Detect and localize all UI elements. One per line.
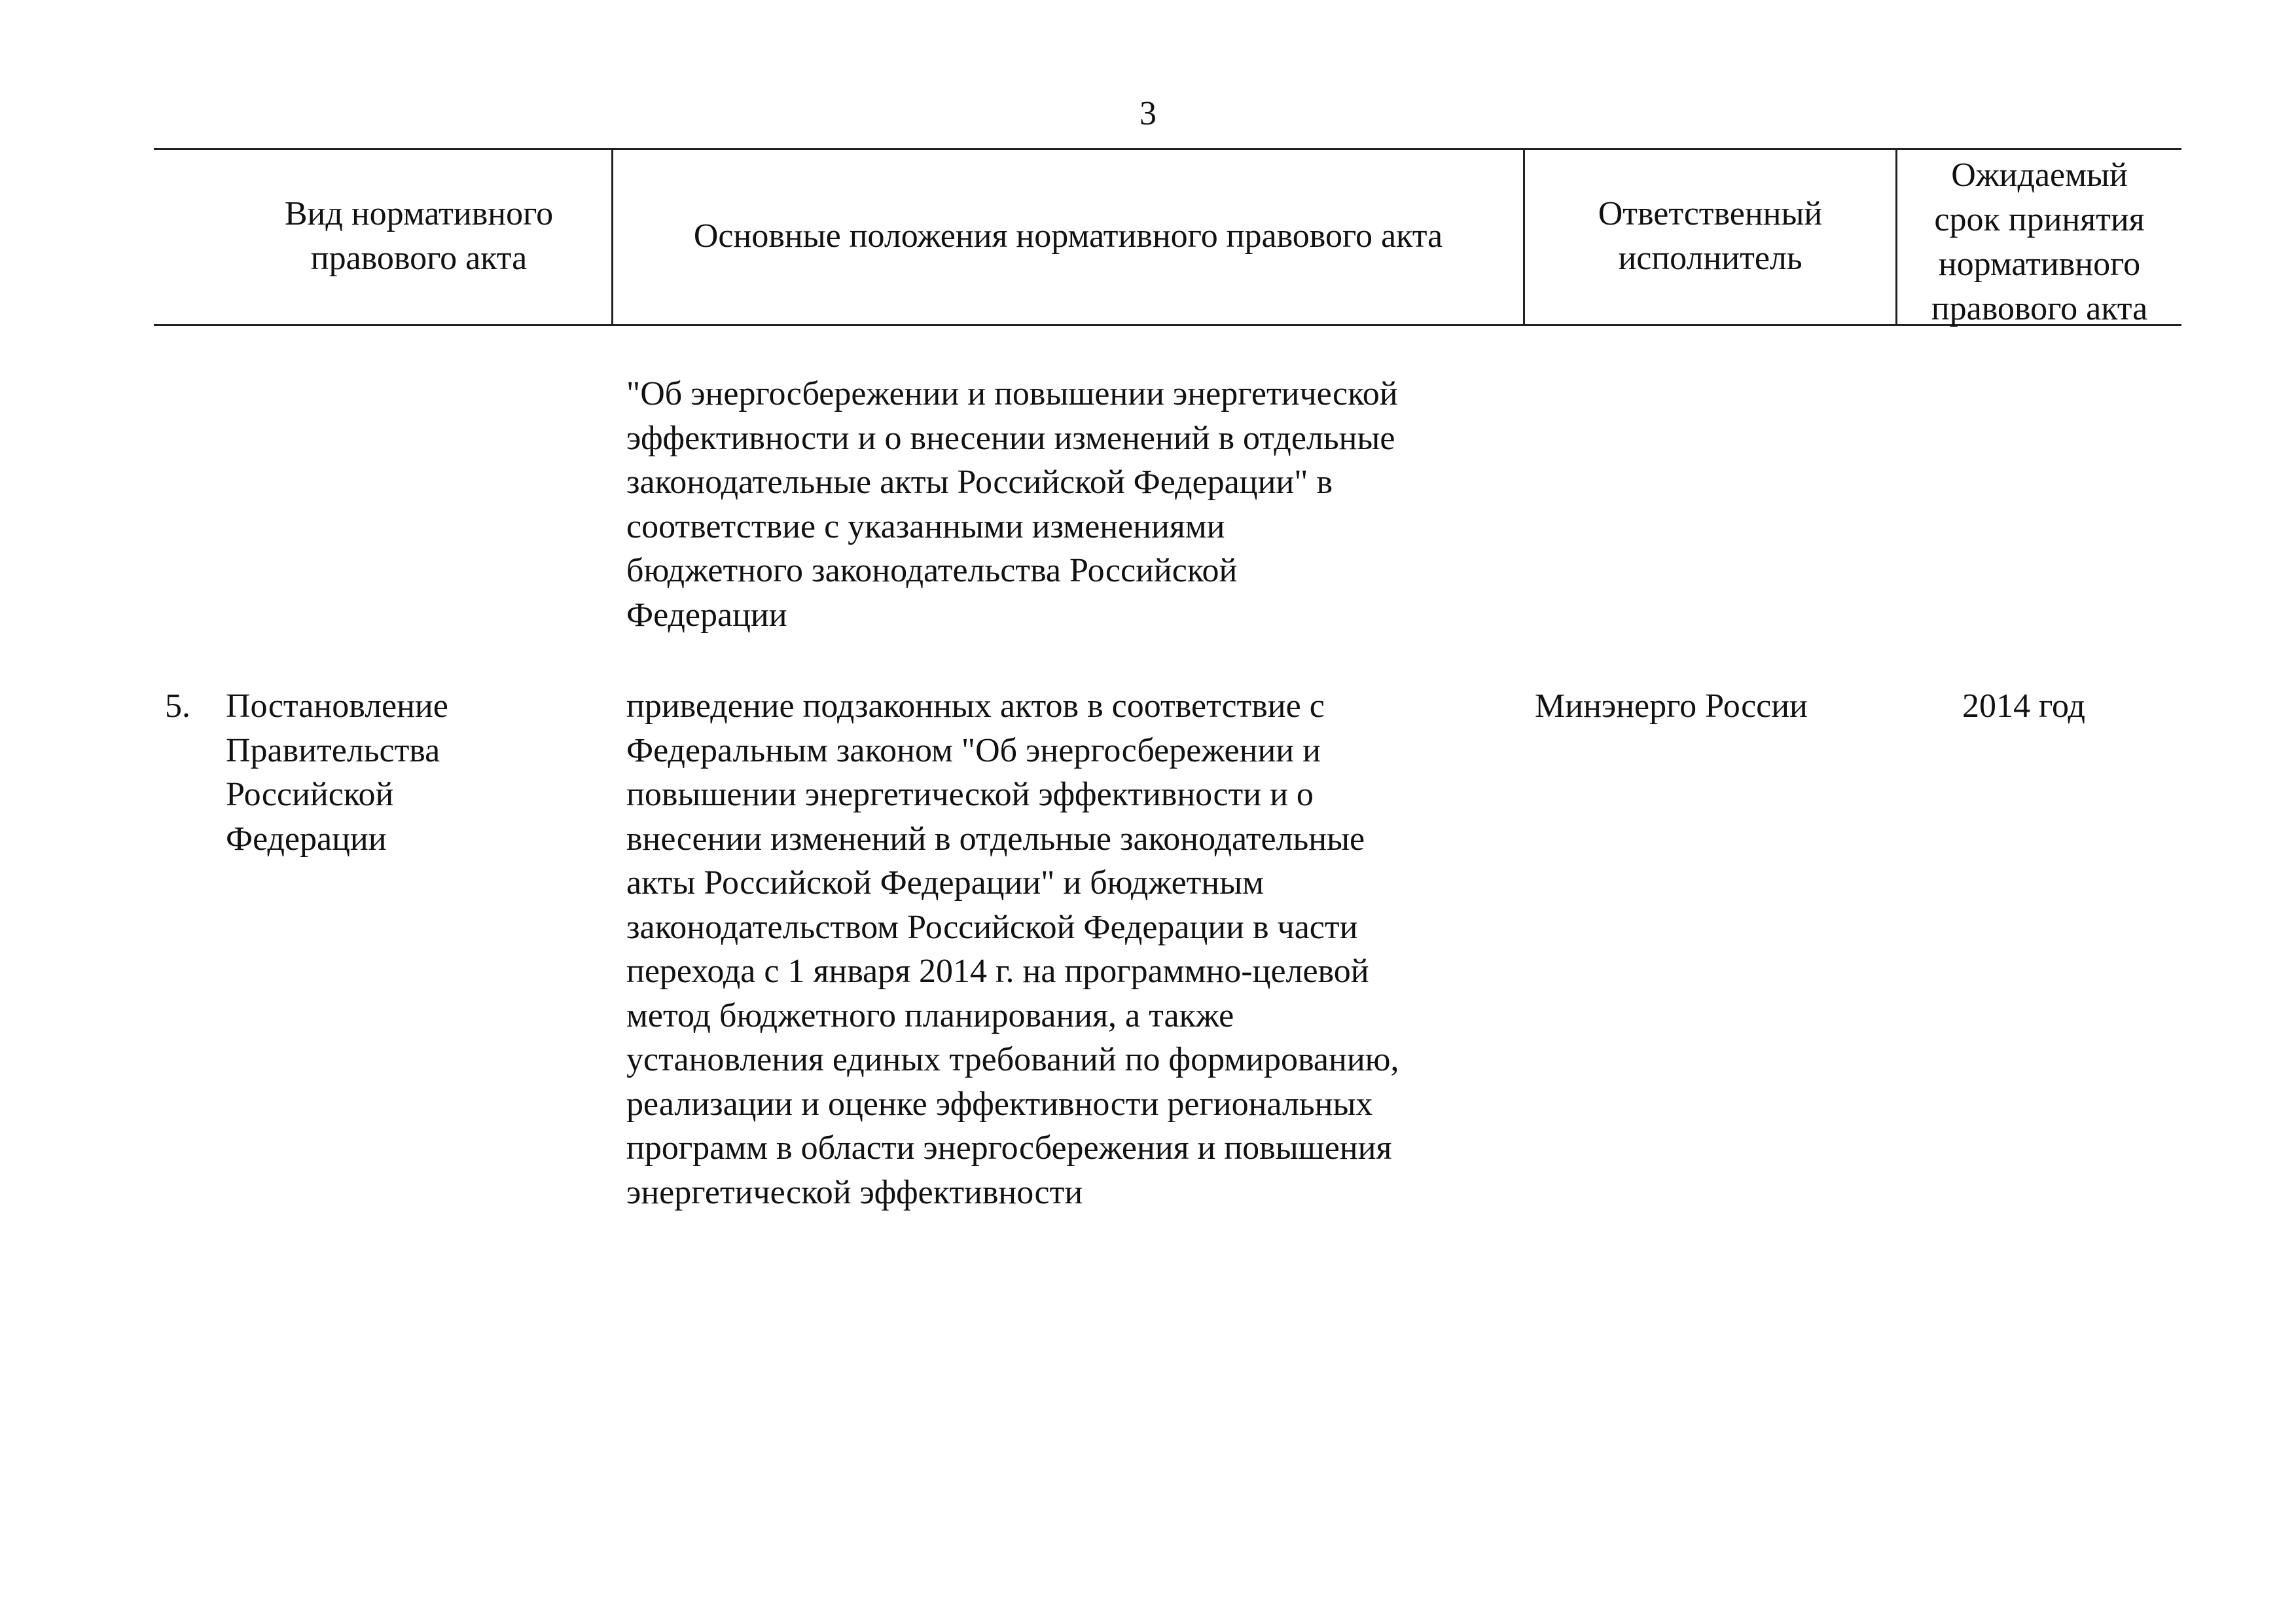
row-provisions-line: акты Российской Федерации" и бюджетным: [626, 864, 1265, 902]
row-number: 5.: [165, 687, 190, 725]
continuation-text: [626, 372, 1398, 637]
row-provisions-line: установления единых требований по формированию,: [626, 1041, 1399, 1078]
header-term-line: срок принятия: [1934, 201, 2145, 238]
continuation-line: соответствие с указанными изменениями: [626, 507, 1225, 545]
header-term-line: Ожидаемый: [1951, 156, 2128, 194]
page-number: 3: [1139, 95, 1157, 132]
row-provisions: [626, 684, 1399, 1214]
row-provisions-line: повышении энергетической эффективности и о: [626, 776, 1314, 813]
row-provisions-line: законодательством Российской Федерации в части: [626, 908, 1358, 946]
row-provisions-line: перехода с 1 января 2014 г. на программно-целевой: [626, 953, 1369, 990]
header-executor-line: исполнитель: [1618, 240, 1803, 277]
row-kind-line: Российской: [226, 776, 394, 813]
header-executor: [1525, 148, 1895, 325]
continuation-line: "Об энергосбережении и повышении энергетической: [626, 375, 1398, 412]
row-provisions-line: внесении изменений в отдельные законодательные: [626, 820, 1365, 858]
row-provisions-line: программ в области энергосбережения и повышения: [626, 1129, 1392, 1167]
row-executor: Минэнерго России: [1535, 687, 1808, 725]
continuation-line: эффективности и о внесении изменений в отдельные: [626, 419, 1395, 457]
row-term: 2014 год: [1962, 687, 2085, 725]
header-kind: [223, 148, 615, 325]
header-kind-line: правового акта: [310, 240, 528, 277]
header-term: [1897, 148, 2181, 325]
header-provisions-line: Основные положения нормативного правового акта: [693, 217, 1443, 255]
header-kind-line: Вид нормативного: [284, 195, 554, 232]
row-kind-line: Правительства: [226, 731, 440, 769]
row-provisions-line: приведение подзаконных актов в соответствие с: [626, 687, 1325, 725]
continuation-line: Федерации: [626, 596, 787, 634]
row-provisions-line: реализации и оценке эффективности региональных: [626, 1085, 1373, 1123]
row-kind-line: Постановление: [226, 687, 448, 725]
row-provisions-line: метод бюджетного планирования, а также: [626, 996, 1234, 1034]
header-term-line: нормативного: [1938, 246, 2141, 283]
header-provisions: [613, 148, 1523, 325]
continuation-line: законодательные акты Российской Федерации" в: [626, 464, 1333, 501]
header-executor-line: Ответственный: [1598, 195, 1823, 232]
row-kind: [226, 684, 448, 861]
row-kind-line: Федерации: [226, 820, 387, 858]
continuation-line: бюджетного законодательства Российской: [626, 552, 1238, 589]
header-term-line: правового акта: [1931, 290, 2148, 327]
row-provisions-line: энергетической эффективности: [626, 1173, 1083, 1211]
row-provisions-line: Федеральным законом "Об энергосбережении и: [626, 731, 1321, 769]
